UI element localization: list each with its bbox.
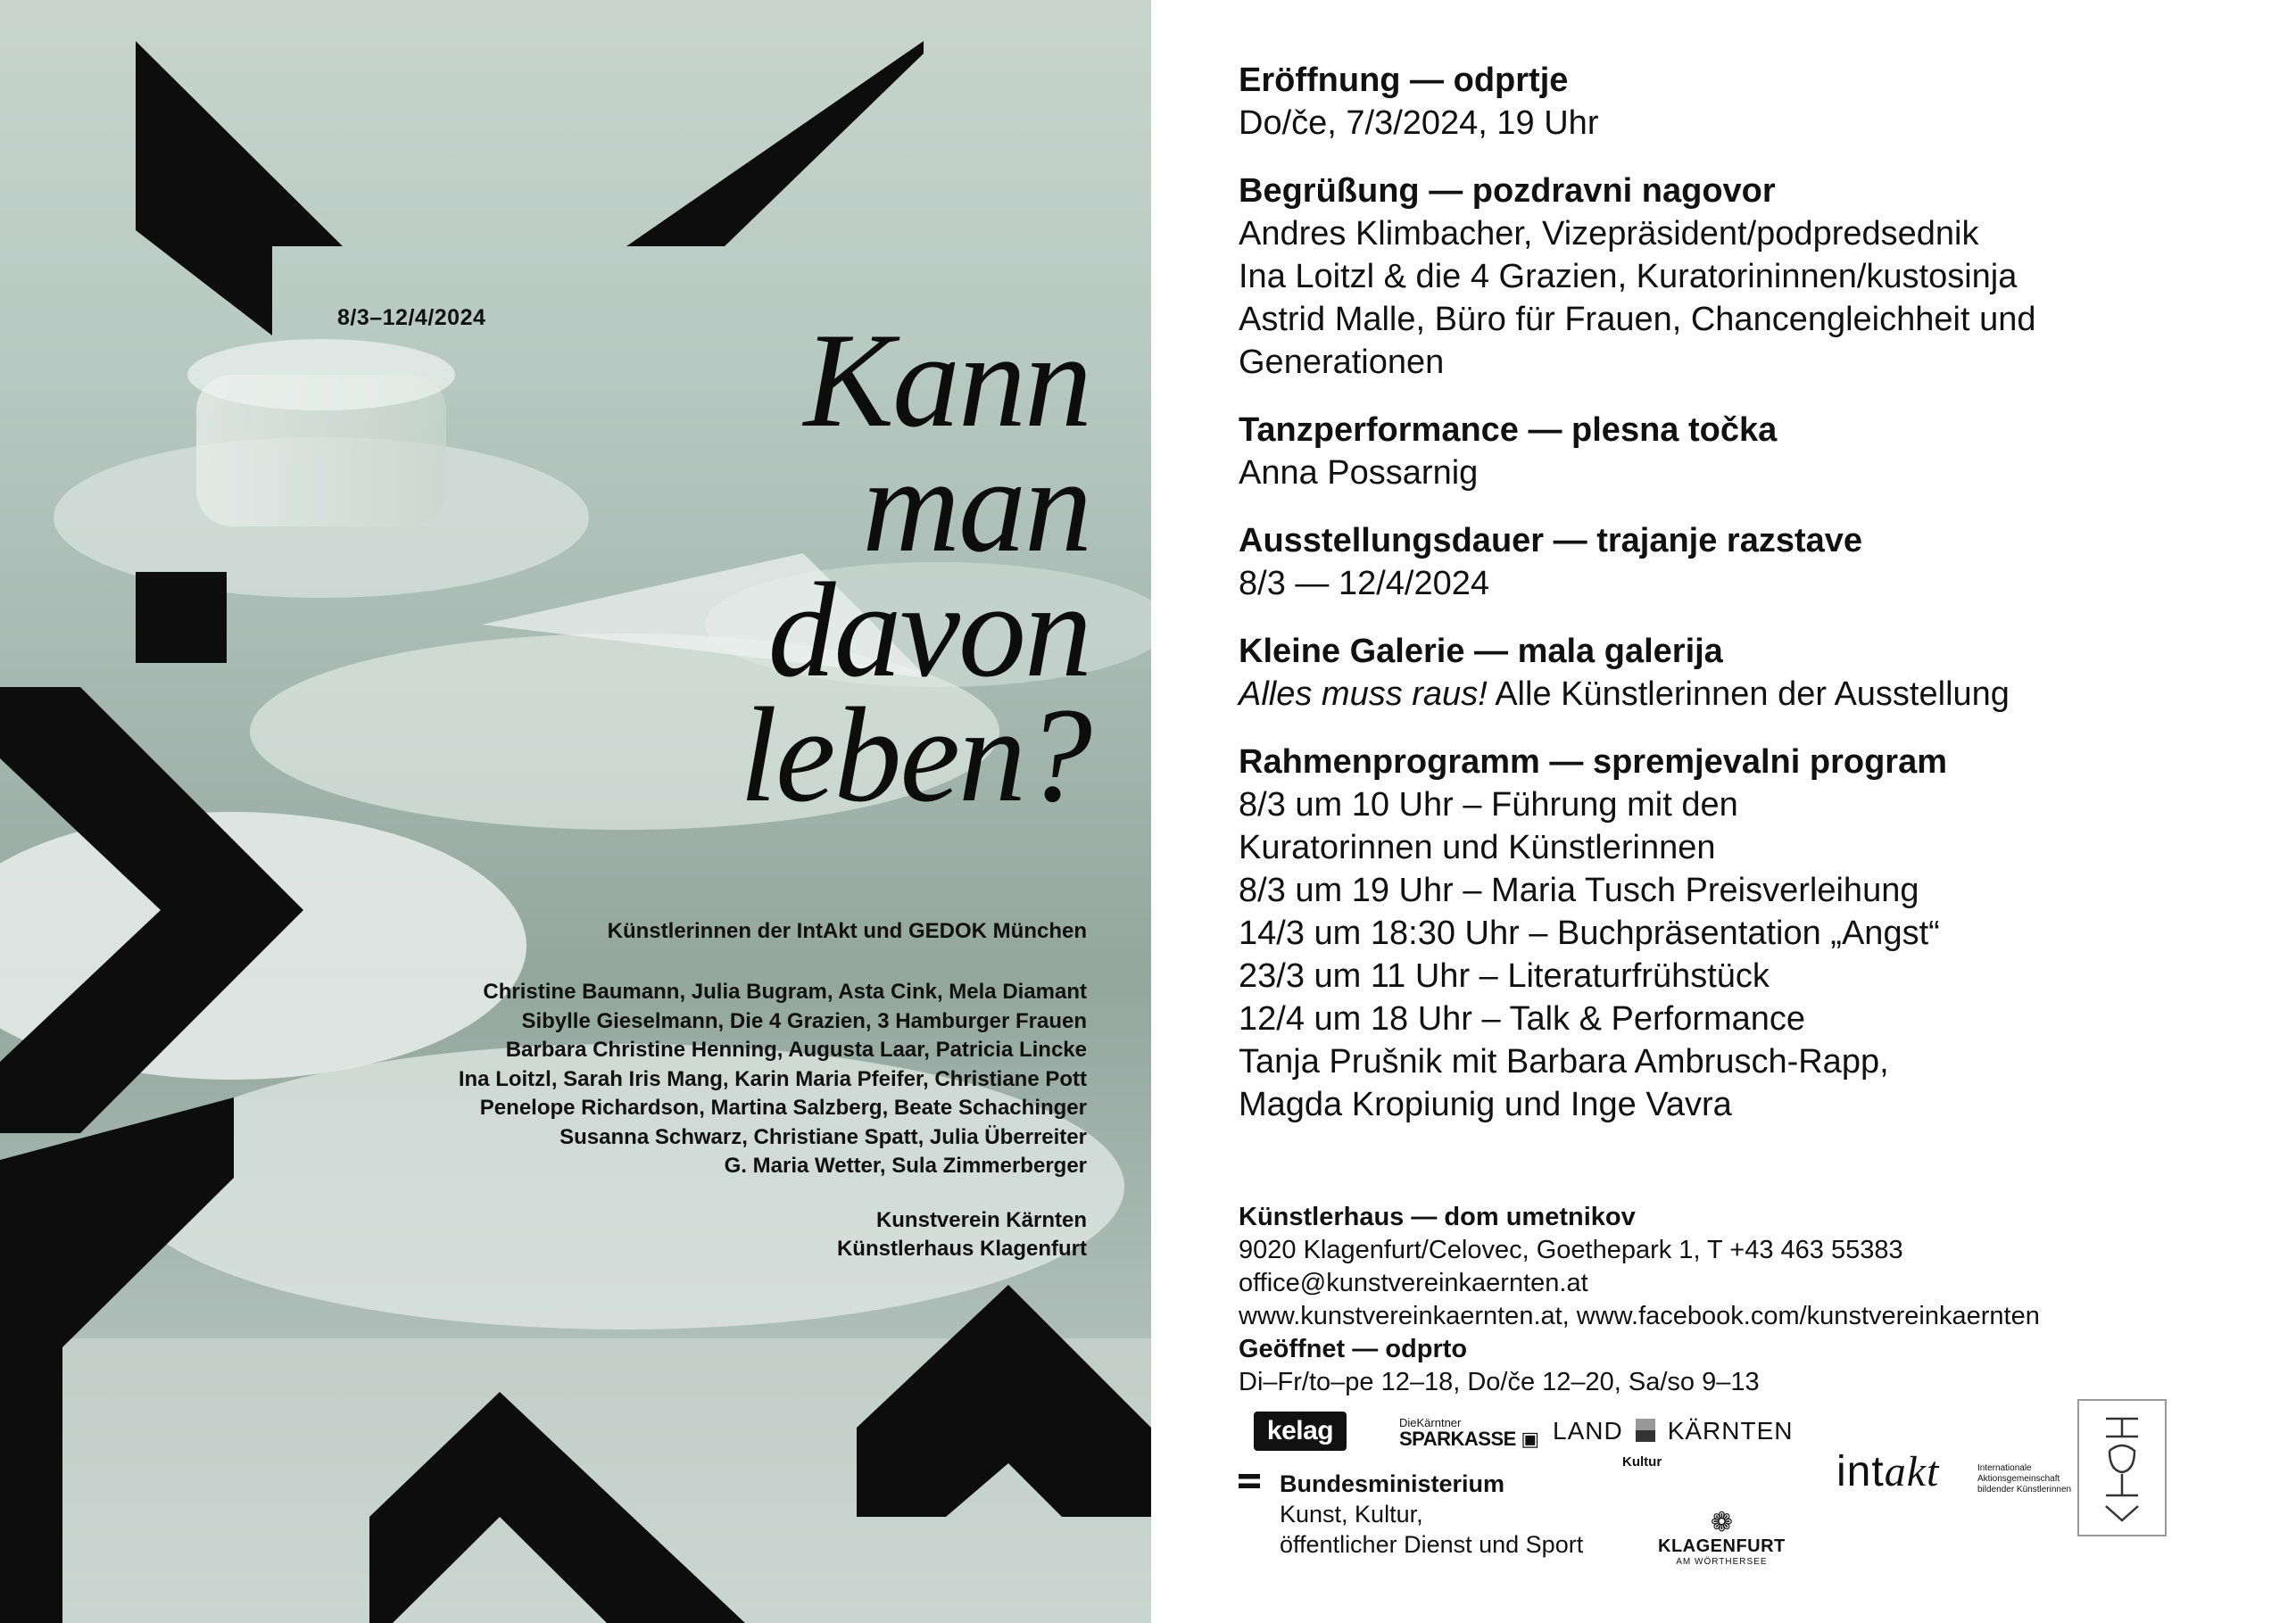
sparkasse-small-text: DieKärntner [1399,1416,1462,1429]
headline-line: leben? [739,680,1090,830]
section-duration [1239,519,2256,605]
headline-line: man [862,430,1090,580]
kelag-logo: kelag [1254,1412,1347,1451]
sparkasse-name-text: SPARKASSE [1399,1428,1516,1450]
bmkoes-line: öffentlicher Dienst und Sport [1280,1531,1584,1558]
contact-web[interactable]: www.kunstvereinkaernten.at, www.facebook.com/kunstvereinkaernten [1239,1302,2040,1330]
section-title: Kleine Galerie — mala galerija [1239,633,1723,670]
artist-line: Christine Baumann, Julia Bugram, Asta Cink, Mela Diamant [483,980,1087,1004]
sparkasse-name [1399,1429,1539,1449]
artist-line: Susanna Schwarz, Christiane Spatt, Julia Überreiter [559,1124,1087,1149]
sponsor-logos [1239,1401,2247,1606]
intakt-desc-line: Internationale [1977,1463,2032,1473]
contact-email[interactable]: office@kunstvereinkaernten.at [1239,1269,1588,1297]
intakt-description [1977,1463,2085,1495]
contact-block [1239,1201,2040,1399]
gedok-logo-icon [2077,1399,2167,1536]
section-side-program [1239,741,2256,1126]
section-line: Magda Kropiunig und Inge Vavra [1239,1086,1732,1123]
institution-line: Künstlerhaus Klagenfurt [836,1237,1087,1261]
section-line: Tanja Prušnik mit Barbara Ambrusch-Rapp, [1239,1043,1889,1081]
shape-bottom-right [857,1285,1151,1517]
intakt-desc-line: bildender Künstlerinnen [1977,1485,2072,1495]
shape-square [136,572,227,663]
section-title: Ausstellungsdauer — trajanje razstave [1239,522,1863,559]
bmkoes-logo [1239,1469,1583,1560]
austria-flag-icon [1239,1474,1260,1488]
klagenfurt-name: KLAGENFURT [1658,1536,1786,1556]
shape-bottom-left [0,1097,234,1623]
gallery-description: Alle Künstlerinnen der Ausstellung [1487,675,2010,713]
bmkoes-line: Kunst, Kultur, [1280,1501,1423,1528]
hours-title: Geöffnet — odprto [1239,1335,1468,1363]
opening-hours: Di–Fr/to–pe 12–18, Do/če 12–20, Sa/so 9–13 [1239,1368,1760,1396]
headline [739,305,1090,830]
sparkasse-logo [1399,1417,1539,1449]
section-line: Kuratorinnen und Künstlerinnen [1239,829,1716,866]
sparkasse-s-icon: ▣ [1521,1428,1539,1450]
contact-address: 9020 Klagenfurt/Celovec, Goethepark 1, T +43 463 55383 [1239,1236,1903,1264]
klagenfurt-logo [1658,1510,1786,1567]
section-line: Andres Klimbacher, Vizepräsident/podpredsednik [1239,215,1979,253]
institution [837,1206,1087,1263]
headline-line: Kann [803,305,1090,455]
artist-line: G. Maria Wetter, Sula Zimmerberger [724,1154,1087,1178]
section-title: Begrüßung — pozdravni nagovor [1239,172,1776,210]
land-kaernten-logo [1553,1417,1794,1445]
section-line [1239,673,2256,716]
section-line: Do/če, 7/3/2024, 19 Uhr [1239,104,1599,142]
section-dance [1239,409,2256,494]
section-line: Anna Possarnig [1239,454,1479,492]
section-line: 23/3 um 11 Uhr – Literaturfrühstück [1239,957,1770,995]
artist-line: Ina Loitzl, Sarah Iris Mang, Karin Maria Pfeifer, Christiane Pott [458,1066,1087,1091]
artist-line: Sibylle Gieselmann, Die 4 Grazien, 3 Hamburger Frauen [521,1008,1087,1033]
intakt-desc-line: Aktionsgemeinschaft [1977,1474,2060,1484]
section-line: Generationen [1239,344,1445,381]
exhibition-date-range: 8/3–12/4/2024 [337,305,486,330]
land-kaernten-mark-icon [1636,1419,1655,1442]
klagenfurt-subtitle: AM WÖRTHERSEE [1676,1557,1768,1567]
intakt-akt: akt [1884,1448,1940,1495]
section-line: Ina Loitzl & die 4 Grazien, Kuratorininnen/kustosinja [1239,258,2018,295]
shape-top-left [136,41,343,335]
shape-bottom-center [369,1392,745,1623]
headline-line: davon [767,555,1090,705]
section-title: Tanzperformance — plesna točka [1239,411,1778,449]
dragon-crest-icon: ❁ [1710,1508,1733,1537]
intakt-logo [1836,1447,1939,1496]
artist-line: Penelope Richardson, Martina Salzberg, Beate Schachinger [479,1096,1087,1120]
artist-line: Barbara Christine Henning, Augusta Laar, Patricia Lincke [505,1038,1087,1062]
gallery-italic-title: Alles muss raus! [1239,675,1488,713]
shape-chevron [0,687,303,1133]
land-text: LAND [1553,1417,1623,1445]
section-title: Eröffnung — odprtje [1239,62,1569,99]
artist-list [459,978,1087,1181]
section-line: 8/3 — 12/4/2024 [1239,565,1489,602]
bmkoes-line: Bundesministerium [1280,1470,1505,1497]
shape-top-right [626,41,924,246]
section-opening [1239,59,2256,145]
subtitle: Künstlerinnen der IntAkt und GEDOK München [607,919,1087,943]
intakt-int: int [1836,1448,1885,1495]
section-welcome [1239,170,2256,384]
section-title: Rahmenprogramm — spremjevalni program [1239,743,1947,781]
section-line: 14/3 um 18:30 Uhr – Buchpräsentation „Angst“ [1239,915,1940,952]
section-line: Astrid Malle, Büro für Frauen, Chancengleichheit und [1239,301,2036,338]
kultur-label: Kultur [1622,1454,1662,1470]
section-gallery [1239,630,2256,716]
program-panel [1239,59,2256,1151]
section-line: 8/3 um 10 Uhr – Führung mit den [1239,786,1738,824]
section-line: 8/3 um 19 Uhr – Maria Tusch Preisverleihung [1239,872,1919,909]
kaernten-text: KÄRNTEN [1667,1417,1794,1445]
institution-line: Kunstverein Kärnten [875,1208,1087,1232]
contact-title: Künstlerhaus — dom umetnikov [1239,1203,1636,1231]
section-line: 12/4 um 18 Uhr – Talk & Performance [1239,1000,1806,1038]
